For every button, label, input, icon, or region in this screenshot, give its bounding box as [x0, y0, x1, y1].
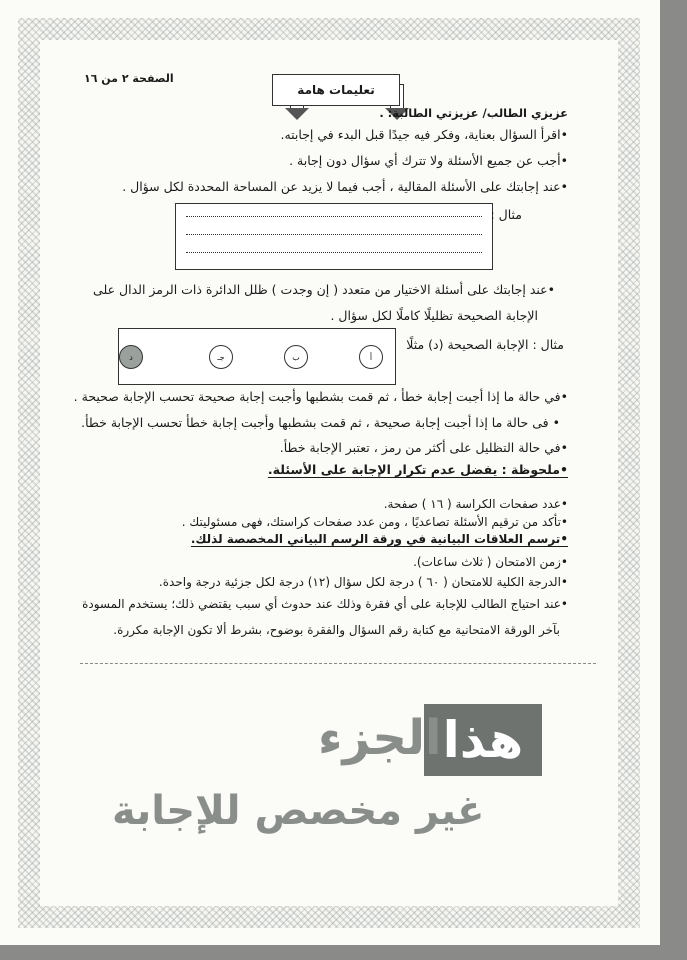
rule: •في حالة ما إذا أجبت إجابة خطأ ، ثم قمت بشطبها وأجبت إجابة صحيحة تحسب الإجابة صحيحة .	[73, 389, 568, 404]
detail: بآخر الورقة الامتحانية مع كتابة رقم السؤال والفقرة بوضوح، بشرط ألا تكون الإجابة مكررة.	[113, 623, 560, 637]
note: •ملحوظة : يفضل عدم تكرار الإجابة على الأسئلة.	[267, 462, 568, 477]
mcq-instruction: الإجابة الصحيحة تظليلًا كاملًا لكل سؤال .	[330, 308, 538, 323]
example-label: مثال : الإجابة الصحيحة (د) مثلًا	[406, 337, 564, 352]
detail: •زمن الامتحان ( ثلاث ساعات).	[413, 555, 568, 569]
greeting: عزيزي الطالب/ عزيزتي الطالبة: .	[379, 106, 568, 120]
rule: • فى حالة ما إذا أجبت إجابة صحيحة ، ثم قمت بشطبها وأجبت إجابة خطأ تحسب الإجابة خطأ.	[81, 415, 560, 430]
footer-word-1: هذا	[424, 704, 542, 776]
mcq-example-box	[118, 328, 396, 385]
option-circle: أ	[359, 345, 383, 369]
page-number: الصفحة ٢ من ١٦	[84, 72, 174, 85]
example-label: مثال :	[490, 207, 522, 222]
rule: •في حالة التظليل على أكثر من رمز ، تعتبر الإجابة خطأ.	[279, 440, 568, 455]
detail: •ترسم العلاقات البيانية في ورقة الرسم البياني المخصصة لذلك.	[190, 532, 568, 546]
detail: •عدد صفحات الكراسة ( ١٦ ) صفحة.	[383, 497, 568, 511]
instruction: •اقرأ السؤال بعناية، وفكر فيه جيدًا قبل البدء في إجابته.	[280, 127, 568, 142]
option-circle-selected: د	[119, 345, 143, 369]
option-circle: جـ	[209, 345, 233, 369]
detail: •عند احتياج الطالب للإجابة على أي فقرة وذلك عند حدوث أي سبب يقتضي ذلك؛ يستخدم المسودة	[82, 597, 568, 611]
banner-title: تعليمات هامة	[272, 74, 400, 106]
instruction: •أجب عن جميع الأسئلة ولا تترك أي سؤال دون إجابة .	[289, 153, 568, 168]
footer-word-2: الجزء	[318, 710, 442, 766]
detail: •تأكد من ترقيم الأسئلة تصاعديًا ، ومن عدد صفحات كراستك، فهى مسئوليتك .	[181, 515, 568, 529]
detail: •الدرجة الكلية للامتحان ( ٦٠ ) درجة لكل سؤال (١٢) درجة لكل جزئية درجة واحدة.	[158, 575, 568, 589]
footer-line-2: غير مخصص للإجابة	[112, 788, 485, 834]
mcq-instruction: •عند إجابتك على أسئلة الاختيار من متعدد ( إن وجدت ) ظلل الدائرة ذات الرمز الدال على	[93, 282, 555, 297]
divider	[80, 663, 596, 664]
essay-example-box	[175, 203, 493, 270]
instruction: •عند إجابتك على الأسئلة المقالية ، أجب فيما لا يزيد عن المساحة المحددة لكل سؤال .	[122, 179, 568, 194]
option-circle: ب	[284, 345, 308, 369]
